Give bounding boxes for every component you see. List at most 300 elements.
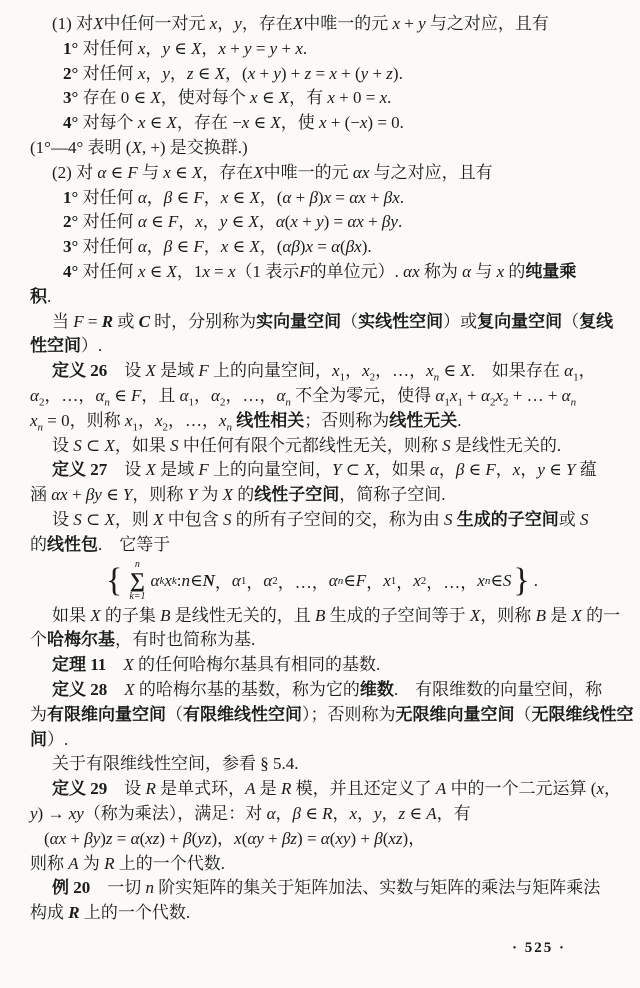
text-run: x xyxy=(327,88,335,108)
text-run: x xyxy=(318,113,327,133)
text-run: + xyxy=(225,38,245,58)
text-run: β xyxy=(455,460,465,480)
text-run: ⊂ xyxy=(81,435,105,455)
text-run: R xyxy=(101,311,114,331)
text-run: + xyxy=(66,828,85,848)
text-run: F xyxy=(485,460,496,480)
text-run: 1 xyxy=(132,421,138,434)
text-run: n xyxy=(285,396,291,409)
text-run: α xyxy=(561,385,571,405)
text-run: α xyxy=(95,385,105,405)
text-run: x xyxy=(290,212,298,232)
text-run: 定义 27 xyxy=(52,460,108,480)
text-run: 的 xyxy=(233,485,255,505)
text-run: xy xyxy=(335,828,351,848)
text-run: α xyxy=(231,570,241,590)
text-run: F xyxy=(299,261,310,281)
text-run: α xyxy=(137,237,147,257)
text-run: x xyxy=(383,570,391,590)
text-run: ，如果 xyxy=(374,460,430,480)
text-run: 上的向量空间， xyxy=(208,460,333,480)
text-run: x xyxy=(323,187,332,207)
text-run: 1° xyxy=(63,38,83,58)
text-run: ) xyxy=(299,237,306,257)
text-run: α xyxy=(481,385,490,405)
text-run: 定义 26 xyxy=(52,361,108,381)
text-run: n xyxy=(181,570,191,590)
text-run: βx xyxy=(345,237,362,257)
text-run: ， xyxy=(578,361,596,381)
text-run: 定理 11 xyxy=(52,655,107,675)
text-run: y xyxy=(219,212,228,232)
text-run: + xyxy=(365,187,384,207)
text-run: 是 xyxy=(255,779,282,799)
text-run: F xyxy=(198,361,209,381)
text-run: + (− xyxy=(326,113,360,133)
text-run: F xyxy=(355,570,367,590)
text-run: y xyxy=(537,460,545,480)
text-run: X xyxy=(123,655,134,675)
text-run: 2° xyxy=(63,63,83,83)
text-run: β xyxy=(374,828,383,848)
text-run: x xyxy=(137,63,146,83)
text-run: αx xyxy=(403,261,420,281)
text-run: X xyxy=(253,162,264,182)
text-run: x xyxy=(241,113,250,133)
text-run: α xyxy=(462,261,472,281)
text-run: 实向量空间 xyxy=(256,311,342,331)
text-run: X xyxy=(104,509,115,529)
text-run: X xyxy=(90,605,101,625)
text-run: + xyxy=(297,212,317,232)
text-run: y xyxy=(316,212,324,232)
text-run: X xyxy=(150,88,161,108)
text-run: xz xyxy=(388,828,403,848)
text-run: ，…， xyxy=(167,410,219,430)
text-run: ). xyxy=(392,63,403,83)
text-run: ∈ xyxy=(343,570,356,590)
text-run: αx xyxy=(349,187,366,207)
text-run: . 它等于 xyxy=(98,534,171,554)
text-run: 如果 xyxy=(52,605,91,625)
text-run: X xyxy=(248,212,259,232)
text-run: ， xyxy=(396,573,414,593)
text-run: ，使 xyxy=(280,113,319,133)
text-run: 无限维线性空 xyxy=(531,704,634,724)
text-run: x xyxy=(362,361,370,381)
text-run: X xyxy=(191,162,203,182)
text-run: （ xyxy=(562,311,580,331)
page-number: · 525 · xyxy=(511,940,566,956)
text-line xyxy=(30,235,612,260)
text-run: S xyxy=(170,435,179,455)
text-run: 中唯一的元 xyxy=(303,14,393,33)
text-run: ) xyxy=(100,828,106,848)
text-run: α xyxy=(429,460,439,480)
text-run: （1 表示 xyxy=(235,261,300,281)
text-run: ) + xyxy=(350,828,375,848)
text-run: α xyxy=(275,212,285,232)
text-run: ， xyxy=(202,212,220,232)
text-line xyxy=(30,359,612,384)
text-run: x xyxy=(359,113,368,133)
text-run: 线性子空间 xyxy=(254,485,340,505)
text-run: ) = 0. xyxy=(367,113,404,133)
text-run: 存在 0 ∈ xyxy=(82,88,151,108)
text-run: n xyxy=(104,396,110,409)
text-run: ， xyxy=(217,14,235,33)
text-line xyxy=(30,136,612,161)
brace-open: { xyxy=(106,561,123,599)
text-run: 间 xyxy=(30,729,47,749)
text-run: + xyxy=(291,187,310,207)
text-run: ，且 xyxy=(141,385,180,405)
text-run: Y xyxy=(565,460,576,480)
text-run: ∈ xyxy=(227,212,249,232)
text-run: ，有时也简称为基. xyxy=(115,630,256,650)
display-formula: { n ∑ k=1 α k x k : n ∈ N ， α 1 ， α 2 ，…， α n ∈ F ， x 1 ， x 2 ，…， x n ∈ S } . xyxy=(106,559,538,603)
text-run: α xyxy=(276,385,286,405)
text-run: ∈ xyxy=(544,460,566,480)
text-run: αβ xyxy=(282,237,300,257)
text-run: ， xyxy=(214,573,232,593)
text-run: x xyxy=(250,88,258,108)
text-run: n xyxy=(226,421,233,434)
text-run: 定义 29 xyxy=(52,779,108,799)
text-run: 1 xyxy=(573,371,579,384)
text-run: x xyxy=(449,385,458,405)
text-run: A xyxy=(68,853,79,873)
text-run: 生成的子空间等于 xyxy=(325,605,470,625)
text-run: A xyxy=(435,779,447,799)
text-run: = xyxy=(331,187,350,207)
text-run: 的哈梅尔基的基数，称为它的 xyxy=(134,679,360,699)
text-run: 2 xyxy=(38,396,45,409)
text-run: ，存在 xyxy=(202,162,254,182)
text-run: xz xyxy=(145,828,160,848)
text-run: α xyxy=(137,187,147,207)
text-run: 不全为零元，使得 xyxy=(290,385,436,405)
text-run: αx xyxy=(352,162,370,182)
text-run: 2 xyxy=(162,421,168,434)
text-run: ， xyxy=(275,803,293,823)
text-run: F xyxy=(198,460,209,480)
text-run: α xyxy=(30,385,39,405)
text-run: ，( xyxy=(259,187,283,207)
text-run: α xyxy=(150,570,160,590)
text-run: 是域 xyxy=(155,361,199,381)
text-block xyxy=(30,12,634,926)
text-run: α xyxy=(266,803,276,823)
text-run: x xyxy=(163,162,171,182)
text-run: x xyxy=(137,113,146,133)
text-run: 线性相关 xyxy=(236,410,305,430)
text-run: ，( xyxy=(225,63,248,83)
text-run: 的单位元）. xyxy=(309,261,404,281)
text-run: 1 xyxy=(444,396,450,409)
text-run: + xyxy=(462,385,481,405)
text-run: ∈ xyxy=(146,212,168,232)
text-run: + xyxy=(263,828,282,848)
text-run: x xyxy=(234,828,242,848)
text-run: x xyxy=(218,410,227,430)
text-run: y xyxy=(244,38,252,58)
text-run: 是 xyxy=(545,605,572,625)
text-run: 1 xyxy=(188,396,195,409)
text-run: B xyxy=(160,605,171,625)
text-run: α xyxy=(179,385,189,405)
text-run: x xyxy=(379,88,388,108)
text-run: α xyxy=(130,828,140,848)
text-run: x xyxy=(413,570,421,590)
text-run: 3° xyxy=(63,237,83,257)
text-run: (1) 对 xyxy=(52,14,94,33)
text-run: . xyxy=(47,286,52,306)
text-line xyxy=(30,12,612,37)
text-run: ， xyxy=(604,779,622,799)
text-line xyxy=(30,752,612,777)
text-run: x xyxy=(195,212,203,232)
text-line xyxy=(30,901,612,926)
text-run: xy xyxy=(68,803,84,823)
text-run: x xyxy=(218,38,226,58)
text-run: ∈ xyxy=(106,162,128,182)
text-run: β xyxy=(292,803,301,823)
text-run: 哈梅尔基 xyxy=(47,630,115,650)
text-run: ( xyxy=(44,828,50,848)
text-run: ）；否则称为 xyxy=(302,704,396,724)
text-run: Y xyxy=(122,485,133,505)
text-run: x xyxy=(137,261,146,281)
text-run: β xyxy=(309,187,318,207)
text-run: x xyxy=(596,779,605,799)
text-line xyxy=(30,827,612,852)
text-run: 为 xyxy=(78,853,105,873)
text-run: ) = xyxy=(323,212,348,232)
text-run: ， xyxy=(332,803,350,823)
text-run: x xyxy=(349,803,357,823)
text-run: (2) 对 xyxy=(52,162,98,182)
text-run: 1° xyxy=(63,187,83,207)
text-run: + xyxy=(363,212,382,232)
text-run: ， xyxy=(495,460,513,480)
text-run: 定义 28 xyxy=(52,679,108,699)
text-run: R xyxy=(145,779,156,799)
text-run: 中包含 xyxy=(163,509,224,529)
text-line xyxy=(30,161,612,186)
text-run: + xyxy=(368,63,387,83)
text-run: ，1 xyxy=(176,261,203,281)
text-run: 个 xyxy=(30,630,47,650)
text-line xyxy=(30,628,612,653)
text-run: y xyxy=(360,63,369,83)
text-run: n xyxy=(570,396,577,409)
text-run: 上的一个代数. xyxy=(79,903,191,923)
text-run: ）或 xyxy=(443,311,478,331)
text-run: ，…， xyxy=(225,385,277,405)
text-run: 无限维向量空间 xyxy=(395,704,515,724)
text-run: 是单式环， xyxy=(155,779,246,799)
text-run: 为 xyxy=(30,704,47,724)
text-run: = xyxy=(209,261,228,281)
text-run: ， xyxy=(146,187,164,207)
text-run: 称为 xyxy=(419,261,463,281)
text-run: ⊂ xyxy=(81,509,105,529)
text-run: 1 xyxy=(339,371,346,384)
text-run: ，存在 − xyxy=(176,113,242,133)
text-run: 的 xyxy=(504,261,526,281)
text-run: ， xyxy=(366,573,384,593)
text-run: ) → xyxy=(37,803,69,823)
text-run: ，则 xyxy=(114,509,154,529)
text-line xyxy=(30,604,621,629)
text-run: 有限维线性空间 xyxy=(183,704,302,724)
text-run: 复线 xyxy=(579,311,614,331)
text-run: α xyxy=(331,237,341,257)
sum-upper-limit: n xyxy=(134,559,140,571)
text-run: F xyxy=(167,212,179,232)
text-run: )， xyxy=(211,828,235,848)
text-run: = xyxy=(313,237,332,257)
text-run xyxy=(107,680,124,699)
text-run: 上的向量空间， xyxy=(208,361,333,381)
text-run: R xyxy=(104,853,115,873)
text-run: ∈ xyxy=(109,385,131,405)
text-run: X xyxy=(214,63,226,83)
text-run: z xyxy=(105,828,113,848)
text-run: αx xyxy=(347,212,364,232)
text-run: 关于有限维线性空间，参看 § 5.4. xyxy=(52,754,299,774)
text-run: βx xyxy=(383,187,400,207)
text-run: S xyxy=(502,570,512,590)
text-run: 当 xyxy=(52,311,74,331)
text-run: ，…， xyxy=(426,573,478,593)
text-run: ∈ xyxy=(193,63,215,83)
text-run: X xyxy=(469,605,481,625)
text-run: ， xyxy=(345,361,363,381)
text-run: 2 xyxy=(219,396,226,409)
text-run: 中任何一对元 xyxy=(103,14,210,33)
text-run: S xyxy=(444,509,453,529)
text-run: ， xyxy=(145,38,163,58)
text-run: X xyxy=(104,435,115,455)
text-run: x xyxy=(495,385,503,405)
text-run: ，…， xyxy=(375,361,427,381)
text-run: X xyxy=(131,137,142,157)
text-run: β xyxy=(183,828,192,848)
text-run: 模，并且还定义了 xyxy=(291,779,436,799)
text-run: X xyxy=(571,605,582,625)
text-run: ，有 xyxy=(289,88,328,108)
text-run: . xyxy=(397,212,403,232)
text-run: βy xyxy=(84,828,101,848)
text-line xyxy=(30,37,612,62)
text-run: + xyxy=(67,485,86,505)
text-run: 构成 xyxy=(30,903,69,923)
text-run: . xyxy=(457,410,462,430)
text-run: x xyxy=(496,261,505,281)
text-line xyxy=(30,533,612,558)
text-run: 纯量乘 xyxy=(525,261,577,281)
text-run: 的 xyxy=(30,534,47,554)
text-run: 例 20 xyxy=(52,878,91,898)
text-run: 则称 xyxy=(30,853,69,873)
text-run: ( xyxy=(284,212,291,232)
text-run: X xyxy=(166,113,177,133)
text-run: n xyxy=(145,878,154,898)
text-run: = xyxy=(311,63,330,83)
text-run: 3° xyxy=(63,88,83,108)
text-run: = xyxy=(251,38,270,58)
text-run: y xyxy=(30,803,38,823)
text-run: 实线性空间 xyxy=(358,311,444,331)
text-run: = xyxy=(83,311,102,331)
text-run: y xyxy=(418,14,426,33)
text-run: ∈ xyxy=(249,113,271,133)
text-run: ∈ xyxy=(169,38,191,58)
text-run: X xyxy=(292,14,304,33)
text-run: ，…， xyxy=(44,385,96,405)
text-run: B xyxy=(535,605,546,625)
text-run: ， xyxy=(246,573,264,593)
text-run: ，如果 xyxy=(114,435,171,455)
text-run: ， xyxy=(381,803,399,823)
text-run: )， xyxy=(402,828,426,848)
text-line xyxy=(30,260,612,285)
text-line xyxy=(30,111,612,136)
text-run: C xyxy=(138,311,150,331)
text-run: F xyxy=(193,187,204,207)
text-run: ， xyxy=(203,187,221,207)
text-run: βy xyxy=(85,485,102,505)
text-run: S xyxy=(73,435,82,455)
text-run: X xyxy=(145,460,156,480)
text-run: ∈ xyxy=(464,460,486,480)
text-run: ∈ xyxy=(228,187,250,207)
text-run: B xyxy=(315,605,326,625)
text-run: X xyxy=(166,261,177,281)
text-run: x xyxy=(209,14,218,33)
text-run: x xyxy=(164,570,172,590)
text-run: z xyxy=(186,63,194,83)
text-run: A xyxy=(245,779,256,799)
text-run: R xyxy=(281,779,292,799)
text-run: N xyxy=(202,570,215,590)
text-run: βz xyxy=(281,828,298,848)
text-run: 复向量空间 xyxy=(477,311,563,331)
text-run: ， xyxy=(201,38,219,58)
text-run: ) + xyxy=(280,63,305,83)
text-run: 的所有子空间的交，称为由 xyxy=(231,509,445,529)
text-run: α xyxy=(282,187,292,207)
brace-close: } xyxy=(513,561,530,599)
text-line xyxy=(30,210,612,235)
text-run: 设 xyxy=(107,460,146,480)
text-run: ，则称 xyxy=(132,485,188,505)
text-run: F xyxy=(130,385,142,405)
text-line xyxy=(30,285,612,310)
text-run: . 有限维数的向量空间，称 xyxy=(393,679,603,699)
text-run: S xyxy=(580,509,589,529)
text-run: 积 xyxy=(30,286,47,306)
text-run: A xyxy=(426,803,437,823)
text-run: ， xyxy=(438,460,456,480)
text-run: ， xyxy=(520,460,538,480)
text-run: 对任何 xyxy=(82,187,138,207)
text-run: ， xyxy=(357,803,374,823)
text-line xyxy=(30,852,612,877)
text-line xyxy=(30,409,612,434)
